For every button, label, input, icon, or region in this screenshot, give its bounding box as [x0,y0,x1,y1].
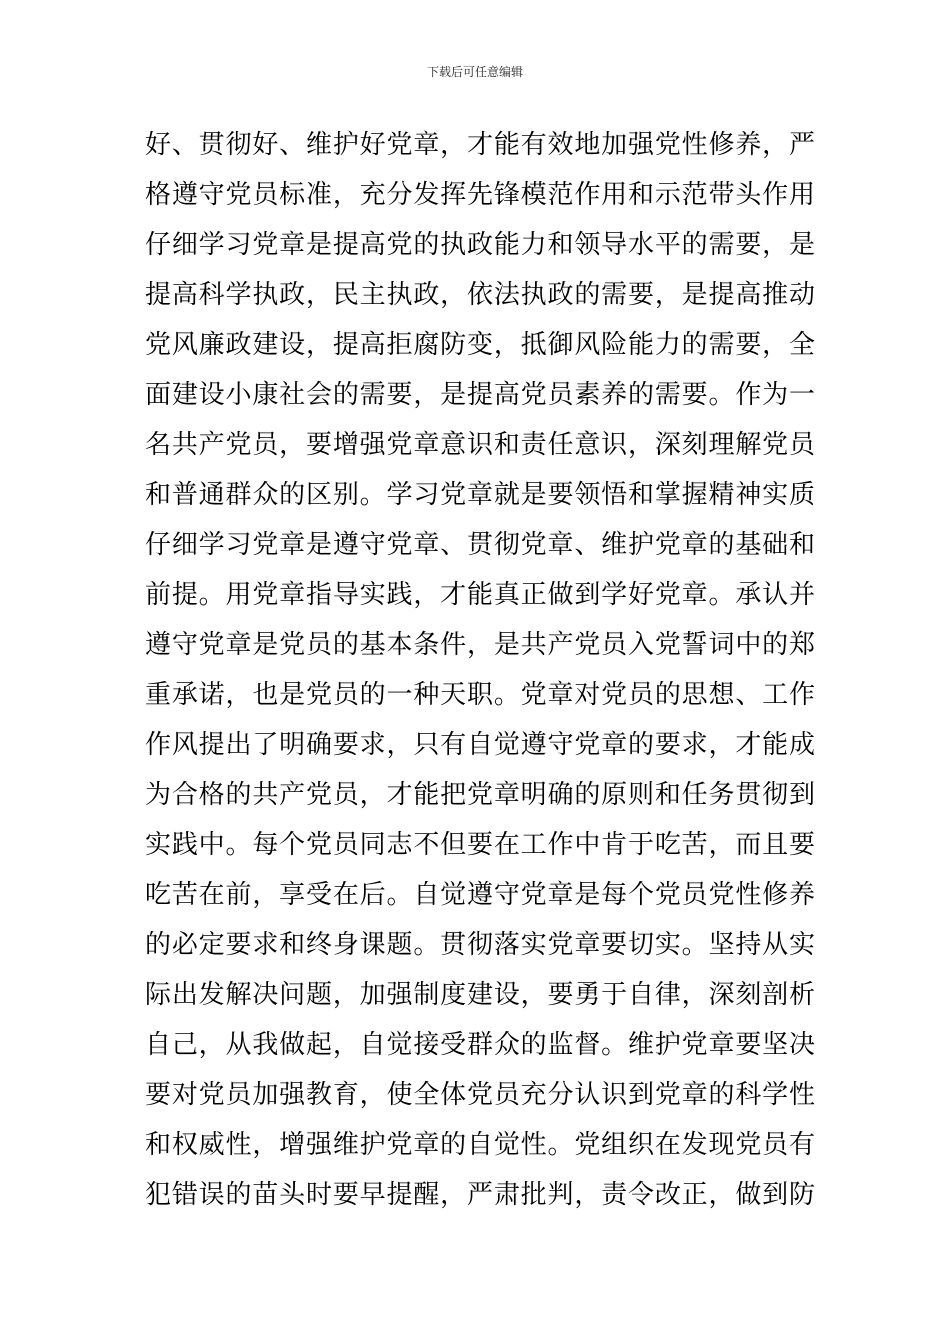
text-line-11: 遵守党章是党员的基本条件，是共产党员入党誓词中的郑 [145,630,815,660]
page-header: 下载后可任意编辑 [426,65,523,79]
text-line-19: 自己，从我做起，自觉接受群众的监督。维护党章要坚决 [145,1030,815,1060]
text-line-9: 仔细学习党章是遵守党章、贯彻党章、维护党章的基础和 [145,530,815,560]
document-body [145,120,815,1220]
text-line-1: 好、贯彻好、维护好党章，才能有效地加强党性修养，严 [145,130,815,160]
text-line-21: 和权威性，增强维护党章的自觉性。党组织在发现党员有 [145,1130,815,1160]
text-line-6: 面建设小康社会的需要，是提高党员素养的需要。作为一 [145,380,815,410]
text-line-13: 作风提出了明确要求，只有自觉遵守党章的要求，才能成 [145,730,815,760]
text-line-8: 和普通群众的区别。学习党章就是要领悟和掌握精神实质 [145,480,815,510]
text-line-3: 仔细学习党章是提高党的执政能力和领导水平的需要，是 [145,230,815,260]
text-line-18: 际出发解决问题，加强制度建设，要勇于自律，深刻剖析 [145,980,815,1010]
text-line-17: 的必定要求和终身课题。贯彻落实党章要切实。坚持从实 [145,930,815,960]
text-line-22: 犯错误的苗头时要早提醒，严肃批判，责令改正，做到防 [145,1180,815,1210]
text-line-10: 前提。用党章指导实践，才能真正做到学好党章。承认并 [145,580,815,610]
text-line-12: 重承诺，也是党员的一种天职。党章对党员的思想、工作 [145,680,815,710]
text-line-16: 吃苦在前，享受在后。自觉遵守党章是每个党员党性修养 [145,880,815,910]
text-line-14: 为合格的共产党员，才能把党章明确的原则和任务贯彻到 [145,780,815,810]
text-line-5: 党风廉政建设，提高拒腐防变，抵御风险能力的需要，全 [145,330,815,360]
text-line-15: 实践中。每个党员同志不但要在工作中肯于吃苦，而且要 [145,830,815,860]
text-line-4: 提高科学执政，民主执政，依法执政的需要，是提高推动 [145,280,815,310]
text-line-20: 要对党员加强教育，使全体党员充分认识到党章的科学性 [145,1080,815,1110]
text-line-2: 格遵守党员标准，充分发挥先锋模范作用和示范带头作用 [145,180,815,210]
text-line-7: 名共产党员，要增强党章意识和责任意识，深刻理解党员 [145,430,815,460]
